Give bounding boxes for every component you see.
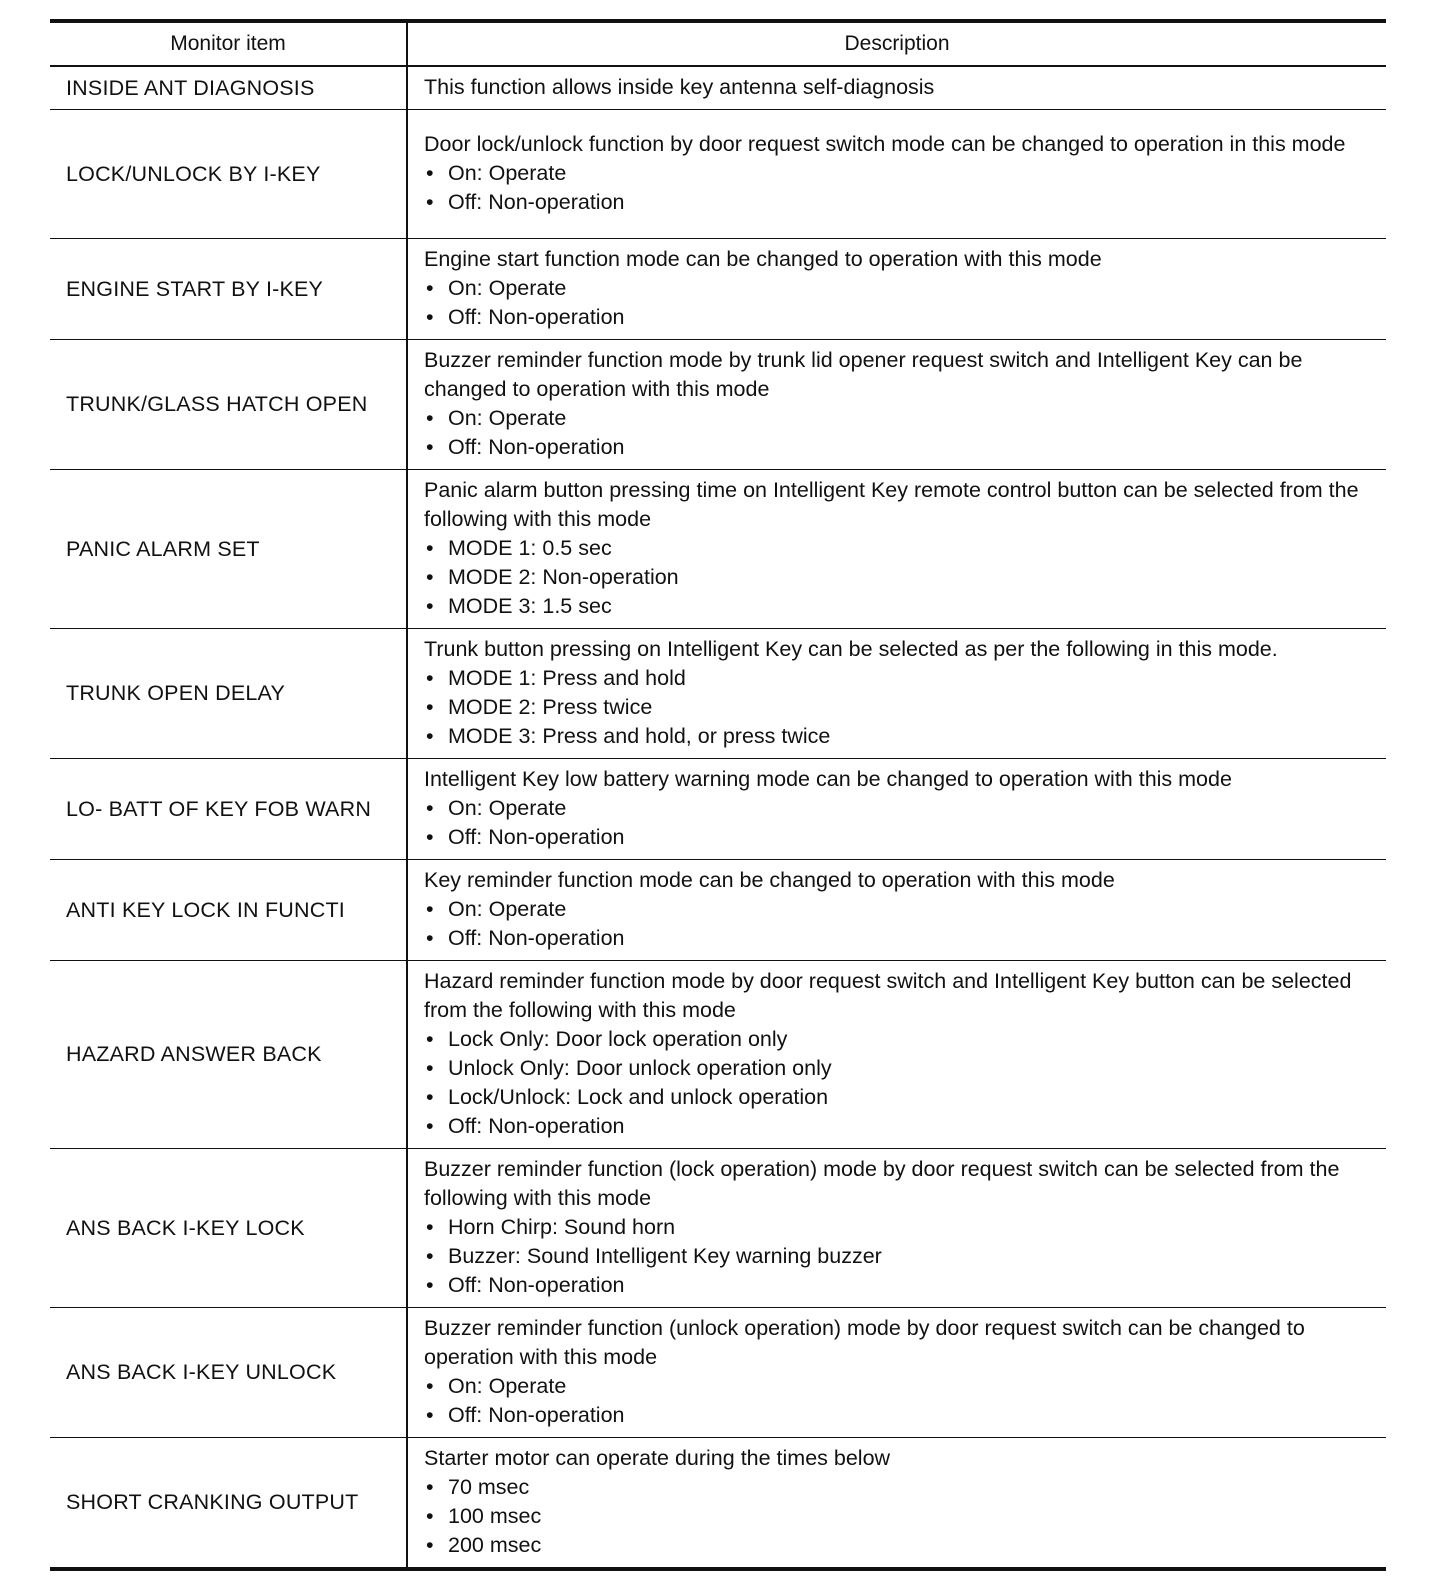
option-list: [424, 1372, 1376, 1430]
option-list-item: • Off: Non-operation: [424, 303, 1376, 332]
description-cell: [407, 470, 1386, 629]
option-list: [424, 794, 1376, 852]
monitor-item-cell: ENGINE START BY I-KEY: [50, 239, 407, 340]
option-list-item: • Horn Chirp: Sound horn: [424, 1213, 1376, 1242]
option-list-item: • Off: Non-operation: [424, 1401, 1376, 1430]
table-row: [50, 110, 1386, 239]
monitor-item-cell: TRUNK OPEN DELAY: [50, 629, 407, 759]
table-row: [50, 470, 1386, 629]
monitor-item-cell: TRUNK/GLASS HATCH OPEN: [50, 340, 407, 470]
table-row: [50, 759, 1386, 860]
description-cell: [407, 961, 1386, 1149]
option-list-item: • Off: Non-operation: [424, 924, 1376, 953]
option-list-item: • Unlock Only: Door unlock operation only: [424, 1054, 1376, 1083]
monitor-item-cell: LO- BATT OF KEY FOB WARN: [50, 759, 407, 860]
description-cell: [407, 340, 1386, 470]
option-list-item: • 70 msec: [424, 1473, 1376, 1502]
description-text: Buzzer reminder function mode by trunk lid opener request switch and Intelligent Key can be changed to operation with this mode: [424, 348, 1303, 401]
table-row: [50, 239, 1386, 340]
description-text: Panic alarm button pressing time on Intelligent Key remote control button can be selected from the following with this mode: [424, 478, 1359, 531]
option-list-item: • Off: Non-operation: [424, 1112, 1376, 1141]
table-row: [50, 340, 1386, 470]
description-text: Trunk button pressing on Intelligent Key can be selected as per the following in this mode.: [424, 637, 1278, 661]
table-row: [50, 629, 1386, 759]
table-row: [50, 961, 1386, 1149]
table-row: [50, 860, 1386, 961]
table-row: [50, 1438, 1386, 1570]
table-row: [50, 1149, 1386, 1308]
description-text: Buzzer reminder function (unlock operation) mode by door request switch can be changed to operation with this mode: [424, 1316, 1305, 1369]
option-list-item: • On: Operate: [424, 1372, 1376, 1401]
option-list: [424, 159, 1376, 217]
monitor-item-cell: ANS BACK I-KEY LOCK: [50, 1149, 407, 1308]
option-list-item: • On: Operate: [424, 274, 1376, 303]
option-list-item: • 200 msec: [424, 1531, 1376, 1560]
option-list-item: • Lock/Unlock: Lock and unlock operation: [424, 1083, 1376, 1112]
option-list-item: • Off: Non-operation: [424, 433, 1376, 462]
option-list-item: • Off: Non-operation: [424, 823, 1376, 852]
description-cell: [407, 860, 1386, 961]
option-list: [424, 664, 1376, 751]
description-cell: [407, 239, 1386, 340]
monitor-item-table: [50, 19, 1386, 1571]
option-list-item: • MODE 3: Press and hold, or press twice: [424, 722, 1376, 751]
description-text: Engine start function mode can be changed to operation with this mode: [424, 247, 1102, 271]
monitor-item-cell: INSIDE ANT DIAGNOSIS: [50, 66, 407, 110]
option-list-item: • Off: Non-operation: [424, 188, 1376, 217]
header-monitor-item: Monitor item: [50, 21, 407, 66]
table-body: [50, 66, 1386, 1569]
option-list-item: • 100 msec: [424, 1502, 1376, 1531]
option-list: [424, 895, 1376, 953]
option-list-item: • MODE 1: 0.5 sec: [424, 534, 1376, 563]
option-list: [424, 1473, 1376, 1560]
description-cell: [407, 1149, 1386, 1308]
option-list-item: • On: Operate: [424, 794, 1376, 823]
description-text: Key reminder function mode can be changed to operation with this mode: [424, 868, 1115, 892]
description-cell: [407, 1438, 1386, 1570]
option-list-item: • On: Operate: [424, 404, 1376, 433]
option-list-item: • MODE 2: Press twice: [424, 693, 1376, 722]
option-list-item: • Lock Only: Door lock operation only: [424, 1025, 1376, 1054]
monitor-item-cell: SHORT CRANKING OUTPUT: [50, 1438, 407, 1570]
monitor-item-cell: ANTI KEY LOCK IN FUNCTI: [50, 860, 407, 961]
description-cell: [407, 110, 1386, 239]
table-header-row: [50, 21, 1386, 66]
description-text: Buzzer reminder function (lock operation) mode by door request switch can be selected from the following with this mode: [424, 1157, 1340, 1210]
description-cell: [407, 759, 1386, 860]
monitor-item-cell: HAZARD ANSWER BACK: [50, 961, 407, 1149]
option-list: [424, 534, 1376, 621]
option-list: [424, 404, 1376, 462]
option-list-item: • MODE 1: Press and hold: [424, 664, 1376, 693]
option-list-item: • MODE 3: 1.5 sec: [424, 592, 1376, 621]
monitor-item-cell: PANIC ALARM SET: [50, 470, 407, 629]
option-list: [424, 1213, 1376, 1300]
description-text: Intelligent Key low battery warning mode can be changed to operation with this mode: [424, 767, 1232, 791]
table-row: [50, 1308, 1386, 1438]
option-list-item: • On: Operate: [424, 159, 1376, 188]
description-text: Starter motor can operate during the times below: [424, 1446, 891, 1470]
option-list-item: • MODE 2: Non-operation: [424, 563, 1376, 592]
option-list-item: • Off: Non-operation: [424, 1271, 1376, 1300]
option-list: [424, 1025, 1376, 1141]
description-cell: [407, 66, 1386, 110]
option-list-item: • On: Operate: [424, 895, 1376, 924]
description-text: Hazard reminder function mode by door request switch and Intelligent Key button can be selected from the following with this mode: [424, 969, 1352, 1022]
option-list-item: • Buzzer: Sound Intelligent Key warning buzzer: [424, 1242, 1376, 1271]
monitor-item-cell: ANS BACK I-KEY UNLOCK: [50, 1308, 407, 1438]
description-text: This function allows inside key antenna self-diagnosis: [424, 75, 935, 99]
monitor-item-cell: LOCK/UNLOCK BY I-KEY: [50, 110, 407, 239]
option-list: [424, 274, 1376, 332]
table-row: [50, 66, 1386, 110]
description-cell: [407, 1308, 1386, 1438]
description-cell: [407, 629, 1386, 759]
description-text: Door lock/unlock function by door request switch mode can be changed to operation in this mode: [424, 132, 1346, 156]
header-description: Description: [407, 21, 1386, 66]
